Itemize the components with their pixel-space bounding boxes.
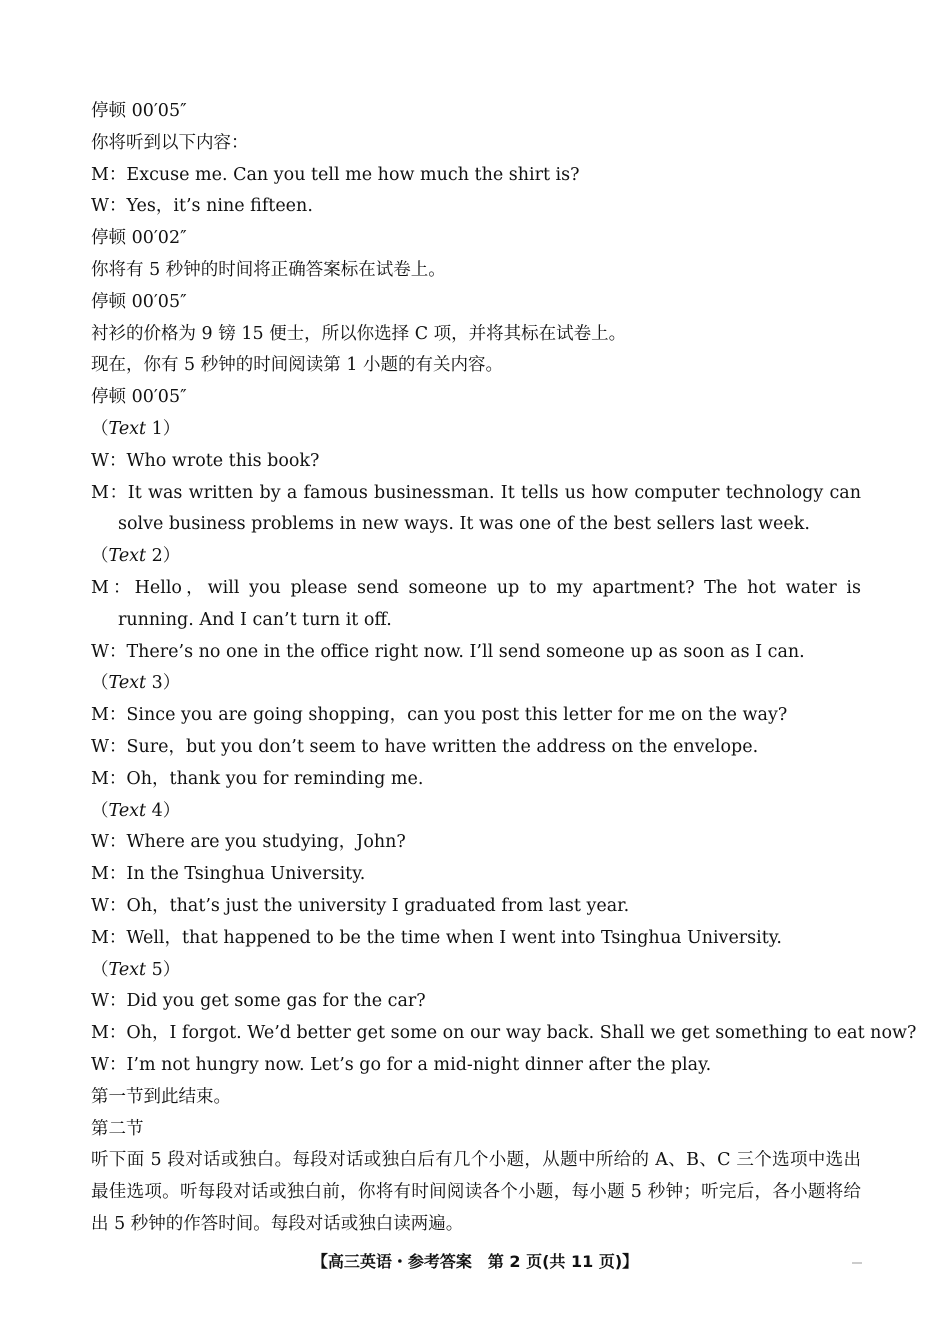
text-label: （Text 5） bbox=[91, 959, 181, 980]
transcript-line: 停顿 00′05″ bbox=[91, 387, 187, 408]
transcript-line: W：Sure，but you don’t seem to have written the address on the envelope. bbox=[91, 736, 759, 757]
text-label-word: Text bbox=[108, 546, 147, 567]
transcript-line: W：Where are you studying，John? bbox=[91, 832, 406, 853]
text-label: （Text 3） bbox=[91, 673, 181, 694]
transcript-line: M：It was written by a famous businessman. It tells us how computer technology can solve business problems in new ways. It was one of the best sellers last week. bbox=[91, 482, 861, 535]
transcript-line: 你将听到以下内容： bbox=[91, 132, 249, 153]
text-label-number: 2 bbox=[151, 546, 163, 567]
page-footer: 【高三英语・参考答案 第 2 页(共 11 页)】 bbox=[311, 1252, 639, 1271]
text-label-word: Text bbox=[108, 959, 147, 980]
transcript-line: M：Oh，I forgot. We’d better get some on our way back. Shall we get something to eat now? bbox=[91, 1023, 917, 1044]
transcript-body bbox=[91, 96, 917, 1241]
scan-mark bbox=[852, 1262, 862, 1264]
text-label: （Text 2） bbox=[91, 546, 181, 567]
transcript-line: 你将有 5 秒钟的时间将正确答案标在试卷上。 bbox=[91, 259, 446, 280]
transcript-line: 现在，你有 5 秒钟的时间阅读第 1 小题的有关内容。 bbox=[91, 355, 504, 376]
transcript-line: W：Yes，it’s nine fifteen. bbox=[91, 196, 313, 217]
transcript-line: W：I’m not hungry now. Let’s go for a mid-night dinner after the play. bbox=[91, 1054, 712, 1075]
text-label-word: Text bbox=[108, 418, 147, 439]
text-label-number: 1 bbox=[151, 418, 163, 439]
transcript-line: 第二节 bbox=[91, 1118, 144, 1139]
transcript-line: M：Oh，thank you for reminding me. bbox=[91, 768, 424, 789]
transcript-line: M：Hello，will you please send someone up to my apartment? The hot water is running. And I can’t turn it off. bbox=[91, 577, 861, 630]
text-label-number: 3 bbox=[151, 673, 163, 694]
text-label: （Text 4） bbox=[91, 800, 181, 821]
transcript-line: M：Excuse me. Can you tell me how much the shirt is? bbox=[91, 164, 580, 185]
transcript-line: M：In the Tsinghua University. bbox=[91, 864, 366, 885]
transcript-line: W：There’s no one in the office right now. I’ll send someone up as soon as I can. bbox=[91, 641, 805, 662]
transcript-line: 衬衫的价格为 9 镑 15 便士，所以你选择 C 项，并将其标在试卷上。 bbox=[91, 323, 627, 344]
text-label-word: Text bbox=[108, 800, 147, 821]
transcript-line: W：Who wrote this book? bbox=[91, 450, 320, 471]
transcript-line: M：Since you are going shopping，can you post this letter for me on the way? bbox=[91, 705, 788, 726]
transcript-line: 停顿 00′02″ bbox=[91, 228, 187, 249]
transcript-line: W：Did you get some gas for the car? bbox=[91, 991, 426, 1012]
transcript-line: 停顿 00′05″ bbox=[91, 291, 187, 312]
transcript-line: 停顿 00′05″ bbox=[91, 101, 187, 121]
transcript-line: 第一节到此结束。 bbox=[91, 1086, 231, 1107]
text-label-word: Text bbox=[108, 673, 147, 694]
transcript-line: W：Oh，that’s just the university I graduated from last year. bbox=[91, 895, 630, 916]
text-label: （Text 1） bbox=[91, 418, 181, 439]
transcript-line: M：Well，that happened to be the time when I went into Tsinghua University. bbox=[91, 927, 782, 948]
instruction-paragraph: 听下面 5 段对话或独白。每段对话或独白后有几个小题，从题中所给的 A、B、C 三个选项中选出最佳选项。听每段对话或独白前，你将有时间阅读各个小题，每小题 5 秒钟；听完后，各小题将给出 5 秒钟的作答时间。每段对话或独白读两遍。 bbox=[91, 1150, 861, 1234]
text-label-number: 4 bbox=[151, 800, 163, 821]
text-label-number: 5 bbox=[151, 959, 163, 980]
